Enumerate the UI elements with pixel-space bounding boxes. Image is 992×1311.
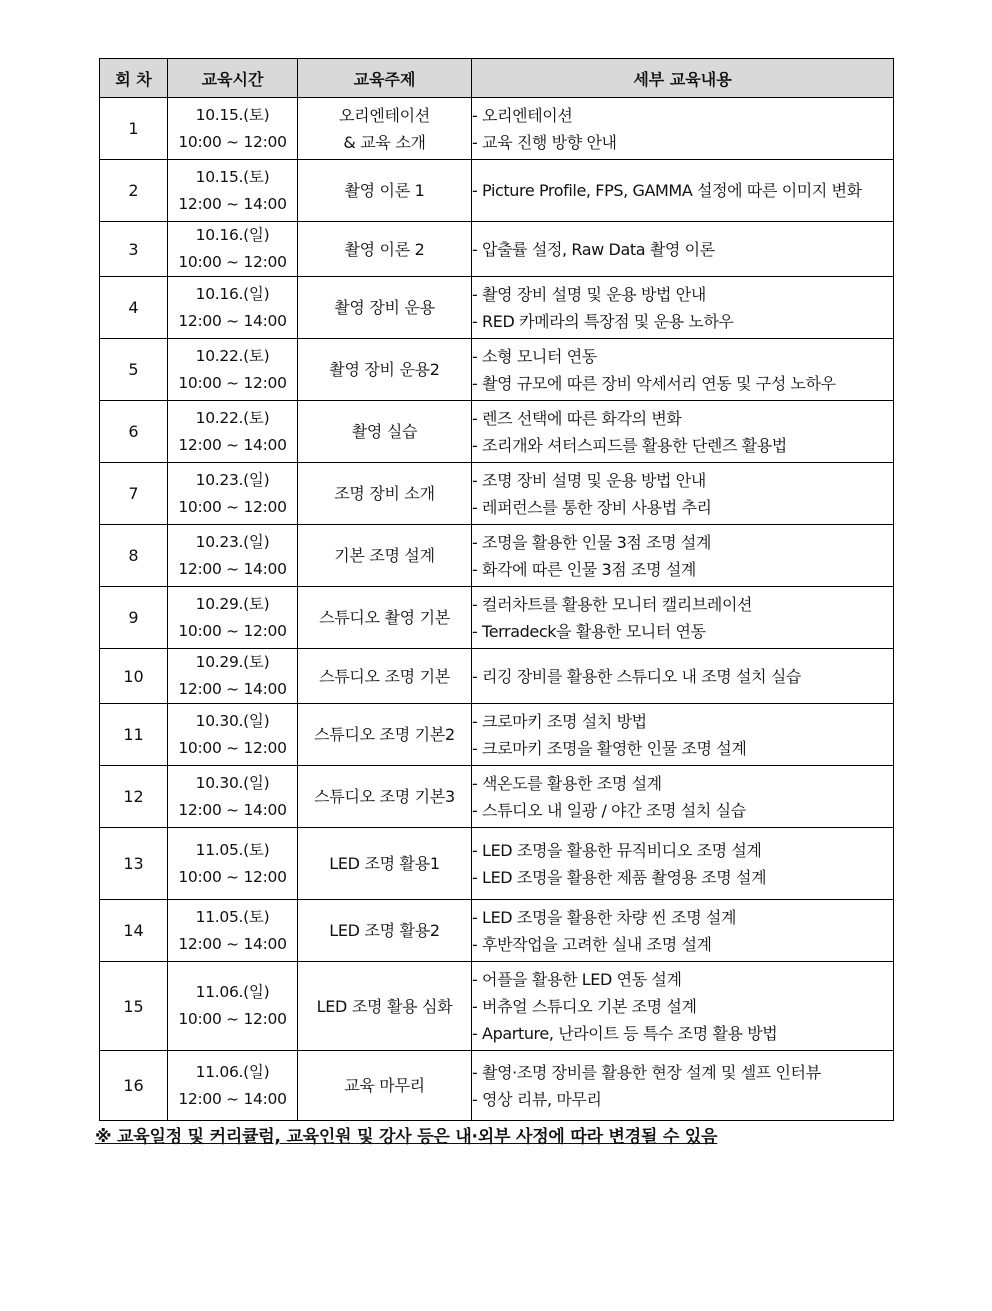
session-time bbox=[168, 649, 298, 704]
detail-line: - 리깅 장비를 활용한 스튜디오 내 조명 설치 실습 bbox=[472, 666, 801, 686]
session-time bbox=[168, 277, 298, 339]
table-row bbox=[100, 587, 894, 649]
session-hours: 10:00 ~ 12:00 bbox=[178, 738, 287, 757]
session-number: 4 bbox=[100, 277, 168, 339]
session-hours: 10:00 ~ 12:00 bbox=[178, 497, 287, 516]
detail-line: - 촬영·조명 장비를 활용한 현장 설계 및 셀프 인터뷰 bbox=[472, 1062, 821, 1082]
session-hours: 12:00 ~ 14:00 bbox=[178, 311, 287, 330]
session-topic: 촬영 장비 운용 bbox=[298, 277, 472, 339]
table-row bbox=[100, 649, 894, 704]
session-hours: 10:00 ~ 12:00 bbox=[178, 373, 287, 392]
session-date: 10.23.(일) bbox=[195, 532, 270, 551]
session-date: 10.29.(토) bbox=[195, 594, 270, 613]
session-hours: 12:00 ~ 14:00 bbox=[178, 559, 287, 578]
session-time bbox=[168, 828, 298, 900]
session-number: 12 bbox=[100, 766, 168, 828]
session-details bbox=[472, 704, 894, 766]
session-details bbox=[472, 828, 894, 900]
session-hours: 10:00 ~ 12:00 bbox=[178, 621, 287, 640]
session-number: 2 bbox=[100, 160, 168, 222]
table-row bbox=[100, 339, 894, 401]
session-details bbox=[472, 962, 894, 1051]
session-time bbox=[168, 401, 298, 463]
session-date: 10.22.(토) bbox=[195, 346, 270, 365]
header-session: 회 차 bbox=[100, 59, 168, 98]
session-time bbox=[168, 900, 298, 962]
detail-line: - 교육 진행 방향 안내 bbox=[472, 132, 617, 152]
detail-line: - 영상 리뷰, 마무리 bbox=[472, 1089, 602, 1109]
detail-line: - 촬영 장비 설명 및 운용 방법 안내 bbox=[472, 284, 706, 304]
session-topic: LED 조명 활용2 bbox=[298, 900, 472, 962]
session-topic: LED 조명 활용1 bbox=[298, 828, 472, 900]
session-time bbox=[168, 525, 298, 587]
detail-line: - 레퍼런스를 통한 장비 사용법 추리 bbox=[472, 497, 712, 517]
session-date: 11.05.(토) bbox=[195, 840, 270, 859]
session-time bbox=[168, 587, 298, 649]
session-number: 7 bbox=[100, 463, 168, 525]
detail-line: - 촬영 규모에 따른 장비 악세서리 연동 및 구성 노하우 bbox=[472, 373, 836, 393]
detail-line: - Aparture, 난라이트 등 특수 조명 활용 방법 bbox=[472, 1023, 778, 1043]
session-hours: 10:00 ~ 12:00 bbox=[178, 1010, 287, 1028]
table-row bbox=[100, 277, 894, 339]
detail-line: - 버츄얼 스튜디오 기본 조명 설계 bbox=[472, 996, 697, 1016]
session-topic: 스튜디오 조명 기본3 bbox=[298, 766, 472, 828]
session-number: 1 bbox=[100, 98, 168, 160]
session-topic: 조명 장비 소개 bbox=[298, 463, 472, 525]
detail-line: - 조명을 활용한 인물 3점 조명 설계 bbox=[472, 532, 711, 552]
session-date: 10.16.(일) bbox=[195, 284, 270, 303]
detail-line: - 스튜디오 내 일광 / 야간 조명 설치 실습 bbox=[472, 800, 746, 820]
table-row bbox=[100, 222, 894, 277]
notice-text: ※ 교육일정 및 커리큘럼, 교육인원 및 강사 등은 내·외부 사정에 따라 변경될 수 있음 bbox=[95, 1127, 718, 1147]
detail-line: - LED 조명을 활용한 뮤직비디오 조명 설계 bbox=[472, 840, 762, 860]
session-topic: 촬영 이론 1 bbox=[298, 160, 472, 222]
detail-line: - 크로마키 조명을 활영한 인물 조명 설계 bbox=[472, 738, 747, 758]
detail-line: - Terradeck을 활용한 모니터 연동 bbox=[472, 621, 706, 641]
detail-line: - 조명 장비 설명 및 운용 방법 안내 bbox=[472, 470, 706, 490]
table-row bbox=[100, 962, 894, 1051]
session-hours: 10:00 ~ 12:00 bbox=[178, 867, 287, 886]
session-time bbox=[168, 1051, 298, 1121]
session-number: 5 bbox=[100, 339, 168, 401]
session-date: 10.15.(토) bbox=[195, 167, 270, 186]
session-time bbox=[168, 98, 298, 160]
session-number: 13 bbox=[100, 828, 168, 900]
detail-line: - 화각에 따른 인물 3점 조명 설계 bbox=[472, 559, 696, 579]
table-row bbox=[100, 900, 894, 962]
session-date: 11.06.(일) bbox=[195, 983, 270, 1001]
session-topic: 스튜디오 조명 기본2 bbox=[298, 704, 472, 766]
detail-line: - 크로마키 조명 설치 방법 bbox=[472, 711, 647, 731]
session-hours: 10:00 ~ 12:00 bbox=[178, 132, 287, 151]
session-date: 10.23.(일) bbox=[195, 470, 270, 489]
session-hours: 12:00 ~ 14:00 bbox=[178, 194, 287, 213]
session-topic: 기본 조명 설계 bbox=[298, 525, 472, 587]
session-number: 3 bbox=[100, 222, 168, 277]
detail-line: - Picture Profile, FPS, GAMMA 설정에 따른 이미지 변화 bbox=[472, 181, 862, 200]
session-hours: 12:00 ~ 14:00 bbox=[178, 934, 287, 953]
session-topic: LED 조명 활용 심화 bbox=[298, 962, 472, 1051]
session-date: 10.22.(토) bbox=[195, 408, 270, 427]
session-hours: 12:00 ~ 14:00 bbox=[178, 435, 287, 454]
table-row bbox=[100, 1051, 894, 1121]
session-number: 8 bbox=[100, 525, 168, 587]
header-details: 세부 교육내용 bbox=[472, 59, 894, 98]
session-time bbox=[168, 339, 298, 401]
session-time bbox=[168, 160, 298, 222]
session-details bbox=[472, 587, 894, 649]
session-topic: 촬영 실습 bbox=[298, 401, 472, 463]
session-hours: 12:00 ~ 14:00 bbox=[178, 680, 287, 698]
session-details bbox=[472, 463, 894, 525]
detail-line: - 색온도를 활용한 조명 설계 bbox=[472, 773, 662, 793]
session-hours: 12:00 ~ 14:00 bbox=[178, 1089, 287, 1108]
session-number: 9 bbox=[100, 587, 168, 649]
header-topic: 교육주제 bbox=[298, 59, 472, 98]
session-details bbox=[472, 222, 894, 277]
session-hours: 12:00 ~ 14:00 bbox=[178, 800, 287, 819]
session-hours: 10:00 ~ 12:00 bbox=[178, 253, 287, 271]
session-date: 11.06.(일) bbox=[195, 1062, 270, 1081]
session-number: 16 bbox=[100, 1051, 168, 1121]
detail-line: - 압출률 설정, Raw Data 촬영 이론 bbox=[472, 239, 715, 259]
table-row bbox=[100, 525, 894, 587]
table-row bbox=[100, 766, 894, 828]
session-date: 10.15.(토) bbox=[195, 105, 270, 124]
session-number: 6 bbox=[100, 401, 168, 463]
session-topic: 오리엔테이션 & 교육 소개 bbox=[298, 98, 472, 160]
session-date: 10.29.(토) bbox=[195, 653, 270, 671]
session-date: 10.16.(일) bbox=[195, 226, 270, 244]
header-row bbox=[100, 59, 894, 98]
session-date: 10.30.(일) bbox=[195, 711, 270, 730]
detail-line: - 컬러차트를 활용한 모니터 캘리브레이션 bbox=[472, 594, 753, 614]
session-details bbox=[472, 401, 894, 463]
session-time bbox=[168, 463, 298, 525]
session-date: 11.05.(토) bbox=[195, 907, 270, 926]
detail-line: - LED 조명을 활용한 차량 씬 조명 설계 bbox=[472, 907, 737, 927]
session-time bbox=[168, 704, 298, 766]
curriculum-table bbox=[99, 58, 894, 1121]
session-details bbox=[472, 98, 894, 160]
detail-line: - 후반작업을 고려한 실내 조명 설계 bbox=[472, 934, 712, 954]
table-row bbox=[100, 98, 894, 160]
session-topic: 촬영 장비 운용2 bbox=[298, 339, 472, 401]
session-details bbox=[472, 277, 894, 339]
header-time: 교육시간 bbox=[168, 59, 298, 98]
detail-line: - 오리엔테이션 bbox=[472, 105, 573, 125]
table-row bbox=[100, 401, 894, 463]
table-row bbox=[100, 463, 894, 525]
session-time bbox=[168, 222, 298, 277]
session-date: 10.30.(일) bbox=[195, 773, 270, 792]
detail-line: - 조리개와 셔터스피드를 활용한 단렌즈 활용법 bbox=[472, 435, 787, 455]
table-row bbox=[100, 160, 894, 222]
session-details bbox=[472, 900, 894, 962]
detail-line: - 렌즈 선택에 따른 화각의 변화 bbox=[472, 408, 682, 428]
session-number: 10 bbox=[100, 649, 168, 704]
session-topic: 교육 마무리 bbox=[298, 1051, 472, 1121]
session-number: 15 bbox=[100, 962, 168, 1051]
session-time bbox=[168, 962, 298, 1051]
detail-line: - RED 카메라의 특장점 및 운용 노하우 bbox=[472, 311, 734, 331]
table-row bbox=[100, 704, 894, 766]
detail-line: - 소형 모니터 연동 bbox=[472, 346, 597, 366]
session-topic: 스튜디오 조명 기본 bbox=[298, 649, 472, 704]
session-details bbox=[472, 766, 894, 828]
session-details bbox=[472, 649, 894, 704]
session-details bbox=[472, 525, 894, 587]
session-details bbox=[472, 1051, 894, 1121]
session-topic: 스튜디오 촬영 기본 bbox=[298, 587, 472, 649]
session-details bbox=[472, 339, 894, 401]
detail-line: - 어플을 활용한 LED 연동 설계 bbox=[472, 969, 682, 989]
session-details bbox=[472, 160, 894, 222]
session-number: 11 bbox=[100, 704, 168, 766]
detail-line: - LED 조명을 활용한 제품 촬영용 조명 설계 bbox=[472, 867, 767, 887]
table-body bbox=[100, 98, 894, 1121]
session-topic: 촬영 이론 2 bbox=[298, 222, 472, 277]
session-number: 14 bbox=[100, 900, 168, 962]
session-time bbox=[168, 766, 298, 828]
table-row bbox=[100, 828, 894, 900]
